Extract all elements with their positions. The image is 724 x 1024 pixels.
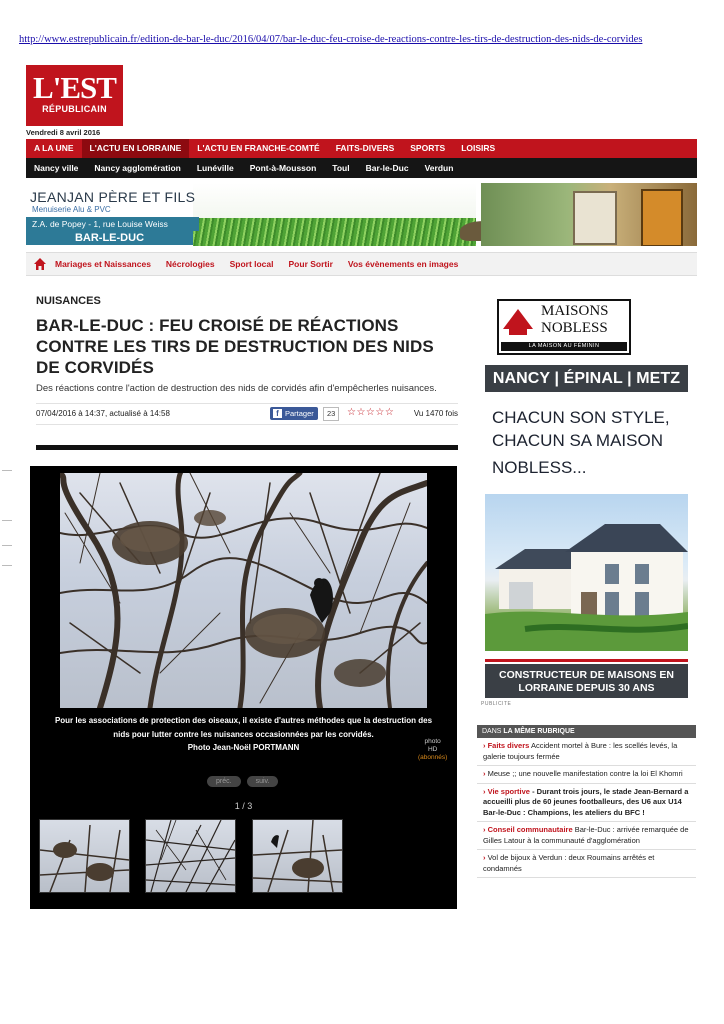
photo-gallery bbox=[30, 466, 457, 909]
photo-hd-badge[interactable] bbox=[418, 738, 447, 762]
hd-label-photo: photo bbox=[424, 738, 441, 745]
banner-sky bbox=[193, 183, 476, 218]
veranda-image bbox=[641, 189, 683, 246]
nav-actu-lorraine[interactable]: L'ACTU EN LORRAINE bbox=[82, 139, 190, 158]
banner-grass bbox=[193, 218, 476, 246]
nav-loisirs[interactable]: LOISIRS bbox=[461, 143, 496, 153]
gallery-main-photo[interactable] bbox=[60, 473, 427, 708]
subnav-evenements[interactable]: Vos évènements en images bbox=[347, 259, 459, 269]
nav-actu-franche-comte[interactable]: L'ACTU EN FRANCHE-COMTÉ bbox=[197, 143, 320, 153]
related-kicker: Vie sportive bbox=[487, 786, 530, 796]
article-meta bbox=[36, 403, 458, 425]
related-text: Accident mortel à Bure : les scellés levés, la galerie toujours fermée bbox=[483, 741, 678, 761]
hd-label-hd: HD bbox=[427, 746, 438, 753]
divider bbox=[36, 445, 458, 450]
banner-house-image bbox=[481, 183, 697, 246]
logo-line2: RÉPUBLICAIN bbox=[42, 104, 107, 114]
ad-brand2: NOBLESS bbox=[541, 320, 608, 336]
subnav-necrologies[interactable]: Nécrologies bbox=[165, 259, 215, 269]
ad-cities: NANCY | ÉPINAL | METZ bbox=[485, 365, 688, 392]
subnav-sport-local[interactable]: Sport local bbox=[229, 259, 274, 269]
article-category: NUISANCES bbox=[36, 295, 101, 307]
related-header bbox=[477, 725, 696, 738]
related-item[interactable]: › Vol de bijoux à Verdun : deux Roumains arrêtés et condamnés bbox=[477, 850, 696, 878]
related-item[interactable]: › Faits divers Accident mortel à Bure : les scellés levés, la galerie toujours fermée bbox=[477, 738, 696, 766]
nav-faits-divers[interactable]: FAITS-DIVERS bbox=[335, 143, 395, 153]
edge-divider bbox=[2, 520, 12, 521]
rating-stars[interactable]: ☆☆☆☆☆ bbox=[347, 407, 395, 418]
gallery-nav-buttons bbox=[207, 776, 278, 787]
banner-subtitle: Menuiserie Alu & PVC bbox=[32, 205, 111, 214]
nav-nancy-ville[interactable]: Nancy ville bbox=[34, 163, 79, 173]
ad-red-bar bbox=[485, 659, 688, 662]
window-image bbox=[573, 191, 617, 245]
edge-divider bbox=[2, 565, 12, 566]
related-header-pre: DANS bbox=[482, 728, 502, 735]
ad-brand1: MAISONS bbox=[541, 303, 609, 319]
gallery-thumbnail-1[interactable] bbox=[39, 819, 130, 893]
local-nav bbox=[26, 158, 697, 178]
logo-line1: L'EST bbox=[33, 70, 116, 105]
gallery-thumbnail-3[interactable] bbox=[252, 819, 343, 893]
related-text: - Durant trois jours, le stade Jean-Bernard a accueilli plus de 60 jeunes footballeurs, des U6 aux U14 Bar-le-Duc : Champions, les ateliers du BFC ! bbox=[483, 786, 689, 817]
related-text: Vol de bijoux à Verdun : deux Roumains arrêtés et condamnés bbox=[483, 853, 655, 873]
related-item[interactable]: › Meuse ;; une nouvelle manifestation contre la loi El Khomri bbox=[477, 766, 696, 784]
section-subnav bbox=[26, 252, 697, 276]
view-count: Vu 1470 fois bbox=[413, 409, 458, 418]
related-text: Meuse ;; une nouvelle manifestation contre la loi El Khomri bbox=[487, 769, 683, 778]
photo-caption: Pour les associations de protection des oiseaux, il existe d'autres méthodes que la destruction des nids pour lutter contre les nuisances occasionnées par les corvidés. bbox=[54, 716, 433, 739]
article-title: BAR-LE-DUC : FEU CROISÉ DE RÉACTIONS CONTRE LES TIRS DE DESTRUCTION DES NIDS DE CORVIDÉS bbox=[36, 316, 434, 377]
nav-toul[interactable]: Toul bbox=[332, 163, 350, 173]
banner-company: JEANJAN PÈRE ET FILS bbox=[30, 189, 196, 205]
nav-sports[interactable]: SPORTS bbox=[410, 143, 446, 153]
next-photo-button[interactable]: suiv. bbox=[247, 776, 279, 787]
main-nav bbox=[26, 139, 697, 158]
related-kicker: Faits divers bbox=[487, 741, 530, 750]
gallery-pager: 1 / 3 bbox=[234, 801, 253, 811]
ad-tagline: LA MAISON AU FÉMININ bbox=[501, 342, 627, 351]
edge-divider bbox=[2, 470, 12, 471]
related-item[interactable]: › Vie sportive - Durant trois jours, le stade Jean-Bernard a accueilli plus de 60 jeunes footballeurs, des U6 aux U14 Bar-le-Duc : Champions, les ateliers du BFC ! bbox=[477, 784, 696, 823]
maisons-nobless-ad[interactable] bbox=[477, 282, 696, 711]
nav-bar-le-duc[interactable]: Bar-le-Duc bbox=[365, 163, 409, 173]
house-body-icon bbox=[509, 323, 527, 335]
nav-a-la-une[interactable]: A LA UNE bbox=[34, 143, 74, 153]
banner-address: Z.A. de Popey - 1, rue Louise Weiss bbox=[26, 217, 199, 231]
subnav-pour-sortir[interactable]: Pour Sortir bbox=[288, 259, 333, 269]
nav-pont-a-mousson[interactable]: Pont-à-Mousson bbox=[249, 163, 317, 173]
ad-logo bbox=[497, 299, 631, 355]
nav-nancy-agglo[interactable]: Nancy agglomération bbox=[94, 163, 181, 173]
page-url[interactable]: http://www.estrepublicain.fr/edition-de-bar-le-duc/2016/04/07/bar-le-duc-feu-croise-de-reactions-contre-les-tirs-de-destruction-des-nids-de-corvides bbox=[19, 34, 643, 45]
facebook-share-button[interactable] bbox=[270, 407, 318, 420]
ad-label: PUBLICITE bbox=[481, 701, 512, 707]
related-item[interactable]: › Conseil communautaire Bar-le-Duc : arrivée remarquée de Gilles Latour à la communauté d'agglomération bbox=[477, 822, 696, 850]
hd-label-abonnes: (abonnés) bbox=[418, 754, 448, 761]
share-label: Partager bbox=[285, 409, 314, 418]
site-logo[interactable] bbox=[26, 65, 123, 126]
photo-credit: Photo Jean-Noël PORTMANN bbox=[187, 743, 300, 752]
article-lead: Des réactions contre l'action de destruction des nids de corvidés afin d'empêcherles nuisances. bbox=[36, 383, 437, 394]
ad-house-image bbox=[485, 494, 688, 651]
banner-city: BAR-LE-DUC bbox=[26, 231, 193, 245]
edge-divider bbox=[2, 545, 12, 546]
nav-verdun[interactable]: Verdun bbox=[424, 163, 454, 173]
current-date: Vendredi 8 avril 2016 bbox=[26, 128, 101, 137]
nav-luneville[interactable]: Lunéville bbox=[196, 163, 234, 173]
gallery-thumbnail-2[interactable] bbox=[145, 819, 236, 893]
article-datetime: 07/04/2016 à 14:37, actualisé à 14:58 bbox=[36, 409, 170, 418]
related-articles bbox=[477, 725, 696, 878]
related-text: Bar-le-Duc : arrivée remarquée de Gilles Latour à la communauté d'agglomération bbox=[483, 825, 689, 845]
related-header-bold: LA MÊME RUBRIQUE bbox=[503, 728, 575, 735]
related-kicker: Conseil communautaire bbox=[487, 825, 573, 834]
prev-photo-button[interactable]: préc. bbox=[207, 776, 241, 787]
ad-slogan2: NOBLESS... bbox=[492, 458, 587, 477]
ad-banner[interactable] bbox=[26, 183, 697, 246]
ad-slogan: CHACUN SON STYLE, CHACUN SA MAISON bbox=[492, 408, 670, 450]
share-count: 23 bbox=[323, 407, 339, 421]
ad-claim: CONSTRUCTEUR DE MAISONS EN LORRAINE DEPUIS 30 ANS bbox=[485, 664, 688, 698]
subnav-mariages[interactable]: Mariages et Naissances bbox=[55, 259, 151, 269]
facebook-icon: f bbox=[273, 409, 282, 418]
home-icon[interactable] bbox=[33, 257, 47, 271]
